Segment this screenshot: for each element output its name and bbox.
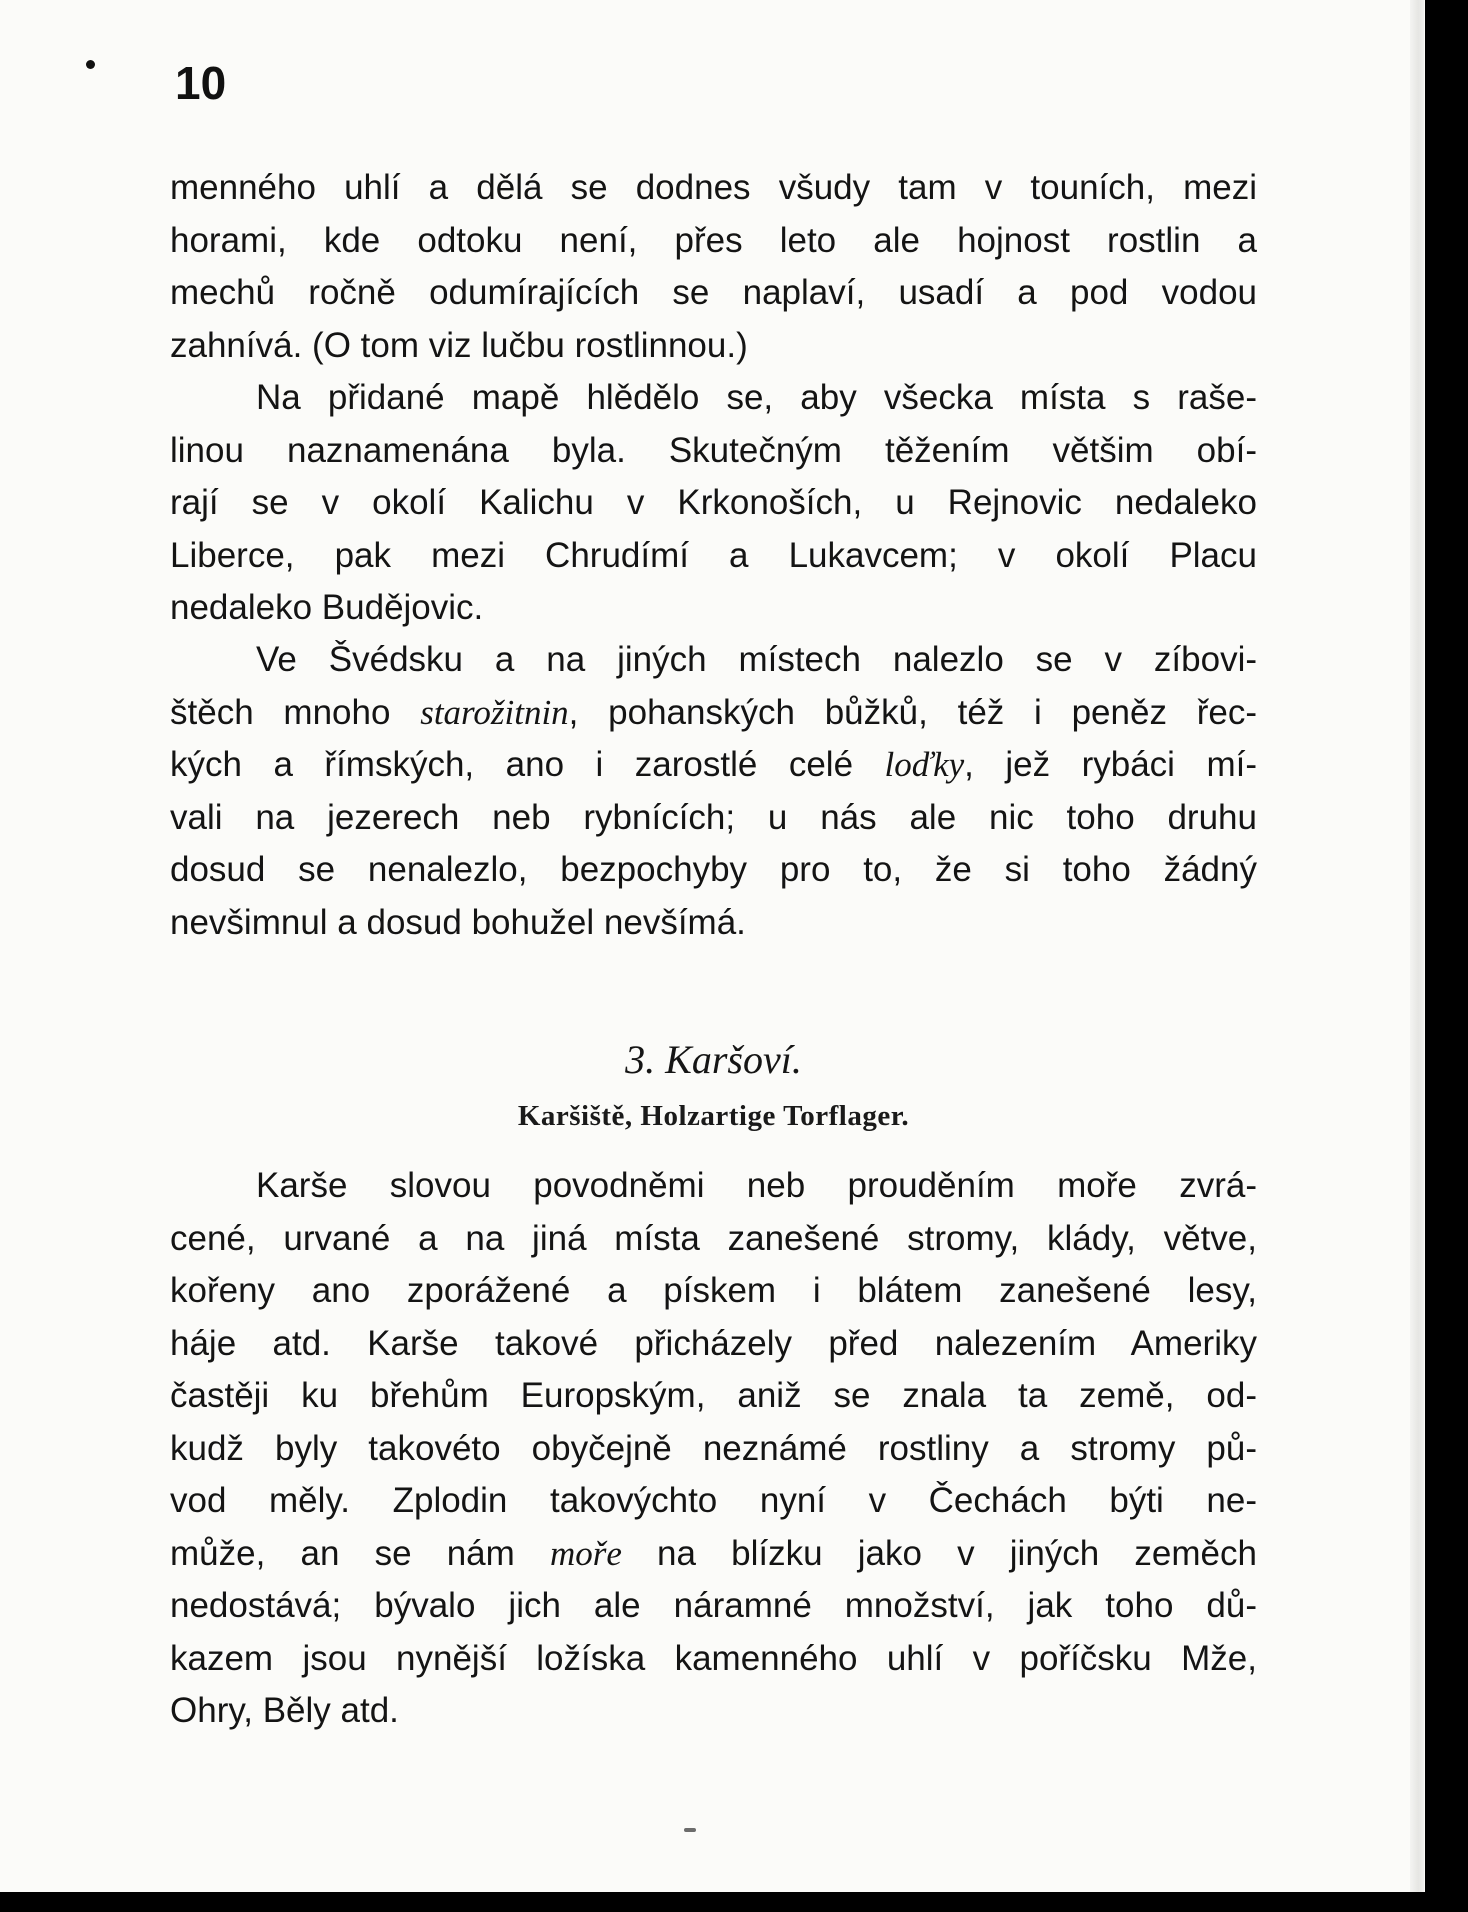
text-line: rají se v okolí Kalichu v Krkonoších, u Rejnovic nedaleko <box>170 483 1257 522</box>
section-heading: 3. Karšoví. <box>625 1037 802 1082</box>
text-line: Na přidané mapě hlědělo se, aby všecka místa s raše- <box>256 378 1257 417</box>
text-line <box>170 687 1257 740</box>
paragraph-4 <box>170 1160 1257 1738</box>
paragraph-2 <box>170 372 1257 635</box>
text-line: nedaleko Budějovic. <box>170 588 484 627</box>
text-span: může, an se nám <box>170 1533 550 1573</box>
text-line <box>170 1528 1257 1581</box>
paragraph-3 <box>170 634 1257 949</box>
text-line: kudž byly takovéto obyčejně neznámé rostliny a stromy pů- <box>170 1428 1257 1468</box>
stray-ink-mark <box>684 1828 696 1832</box>
text-line: kazem jsou nynější ložíska kamenného uhlí v poříčsku Mže, <box>170 1638 1257 1678</box>
text-line: Ve Švédsku a na jiných místech nalezlo se v zíbovi- <box>256 640 1257 679</box>
text-line: kořeny ano zporážené a pískem i blátem zanešené lesy, <box>170 1271 1257 1310</box>
text-line: linou naznamenána byla. Skutečným těžením většim obí- <box>170 430 1257 470</box>
italic-term-lodky: loďky <box>884 745 965 784</box>
italic-term-starozitnin: starožitnin <box>420 692 569 732</box>
text-line: dosud se nenalezlo, bezpochyby pro to, že si toho žádný <box>170 850 1257 889</box>
scan-border-right <box>1425 0 1468 1912</box>
margin-dot <box>86 60 95 69</box>
text-line <box>170 739 1257 792</box>
section-subheading: Karšiště, Holzartige Torflager. <box>517 1100 910 1132</box>
text-span: , pohanských bůžků, též i peněz řec- <box>568 692 1257 732</box>
text-span: na blízku jako v jiných zeměch <box>621 1533 1257 1573</box>
page-edge-shadow <box>1410 0 1424 1892</box>
text-line: cené, urvané a na jiná místa zanešené stromy, klády, větve, <box>170 1218 1257 1258</box>
text-line: Liberce, pak mezi Chrudímí a Lukavcem; v okolí Placu <box>170 535 1257 575</box>
text-line: háje atd. Karše takové přicházely před nalezením Ameriky <box>170 1323 1257 1363</box>
text-span: štěch mnoho <box>170 692 421 732</box>
page-number: 10 <box>175 57 227 109</box>
text-line: horami, kde odtoku není, přes leto ale hojnost rostlin a <box>170 220 1257 260</box>
text-line: Ohry, Běly atd. <box>170 1691 399 1730</box>
text-line: vod měly. Zplodin takovýchto nyní v Čechách býti ne- <box>170 1481 1257 1520</box>
paragraph-1 <box>170 162 1257 372</box>
italic-term-more: moře <box>549 1533 622 1573</box>
text-line: častěji ku břehům Europským, aniž se znala ta země, od- <box>170 1376 1257 1415</box>
text-line: Karše slovou povodněmi neb prouděním moře zvrá- <box>256 1166 1257 1205</box>
text-line: zahnívá. (O tom viz lučbu rostlinnou.) <box>170 325 748 365</box>
scan-border-bottom <box>0 1892 1468 1912</box>
text-span: , jež rybáci mí- <box>964 745 1257 784</box>
text-line: vali na jezerech neb rybnících; u nás ale nic toho druhu <box>170 797 1257 837</box>
text-span: kých a římských, ano i zarostlé celé <box>170 745 885 784</box>
text-line: mechů ročně odumírajících se naplaví, usadí a pod vodou <box>170 273 1257 312</box>
text-line: nevšimnul a dosud bohužel nevšímá. <box>170 902 746 942</box>
text-line: nedostává; bývalo jich ale náramné množství, jak toho dů- <box>170 1586 1257 1625</box>
text-line: menného uhlí a dělá se dodnes všudy tam v touních, mezi <box>170 168 1257 207</box>
